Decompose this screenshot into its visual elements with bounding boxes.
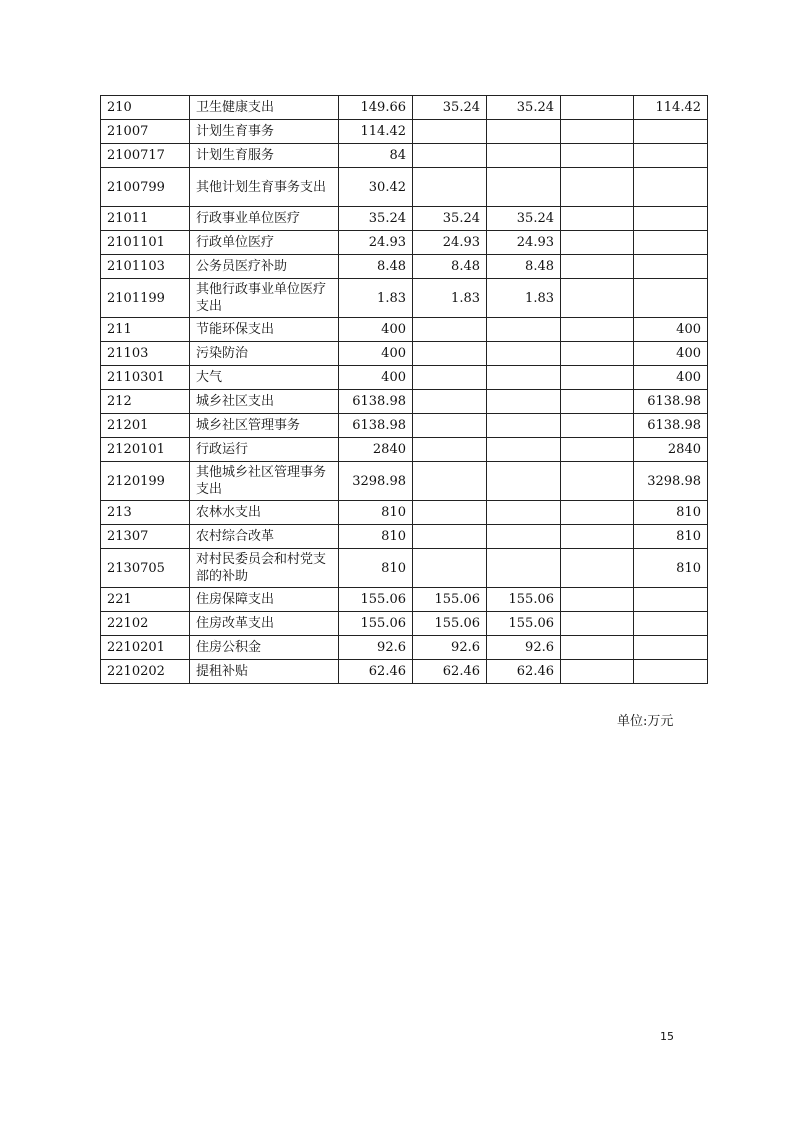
table-row [101,660,708,684]
cell-basic-personnel [487,318,561,342]
cell-basic-personnel [487,144,561,168]
page-number: 15 [660,1030,674,1043]
cell-basic-personnel: 155.06 [487,612,561,636]
cell-basic-total: 24.93 [413,231,487,255]
cell-name: 大气 [190,366,339,390]
table-row [101,168,708,207]
cell-name: 其他行政事业单位医疗支出 [190,279,339,318]
table-row [101,612,708,636]
cell-basic-public [561,549,634,588]
cell-name: 行政运行 [190,438,339,462]
cell-name: 污染防治 [190,342,339,366]
cell-basic-public [561,438,634,462]
cell-code: 2120101 [101,438,190,462]
unit-note: 单位:万元 [617,714,674,729]
table-row [101,231,708,255]
cell-total: 24.93 [339,231,413,255]
cell-code: 2120199 [101,462,190,501]
cell-code: 2100799 [101,168,190,207]
table-row [101,636,708,660]
cell-name: 计划生育服务 [190,144,339,168]
cell-basic-total [413,549,487,588]
cell-project [634,231,708,255]
cell-project [634,120,708,144]
cell-total: 6138.98 [339,414,413,438]
cell-basic-total [413,366,487,390]
cell-total: 62.46 [339,660,413,684]
cell-project: 3298.98 [634,462,708,501]
cell-basic-total [413,318,487,342]
cell-basic-personnel [487,525,561,549]
table-row [101,120,708,144]
cell-name: 计划生育事务 [190,120,339,144]
cell-project: 810 [634,501,708,525]
cell-basic-personnel [487,342,561,366]
cell-basic-personnel: 62.46 [487,660,561,684]
cell-total: 400 [339,366,413,390]
cell-project: 114.42 [634,96,708,120]
cell-code: 21201 [101,414,190,438]
cell-basic-public [561,612,634,636]
cell-name: 城乡社区管理事务 [190,414,339,438]
table-row [101,96,708,120]
cell-basic-public [561,231,634,255]
cell-name: 公务员医疗补助 [190,255,339,279]
cell-total: 149.66 [339,96,413,120]
cell-code: 2110301 [101,366,190,390]
table-row [101,501,708,525]
cell-basic-total [413,414,487,438]
table-row [101,144,708,168]
cell-basic-personnel [487,414,561,438]
cell-name: 节能环保支出 [190,318,339,342]
table-row [101,462,708,501]
cell-basic-personnel [487,549,561,588]
cell-total: 3298.98 [339,462,413,501]
cell-name: 提租补贴 [190,660,339,684]
cell-total: 400 [339,342,413,366]
cell-basic-total [413,462,487,501]
cell-total: 155.06 [339,588,413,612]
budget-table [100,95,708,684]
cell-project: 400 [634,342,708,366]
cell-code: 21007 [101,120,190,144]
cell-code: 211 [101,318,190,342]
cell-basic-public [561,207,634,231]
cell-basic-total: 62.46 [413,660,487,684]
cell-basic-total [413,501,487,525]
table-row [101,342,708,366]
cell-basic-personnel [487,120,561,144]
cell-total: 810 [339,549,413,588]
cell-code: 2130705 [101,549,190,588]
table-row [101,318,708,342]
cell-basic-total [413,342,487,366]
cell-total: 114.42 [339,120,413,144]
cell-project: 400 [634,318,708,342]
cell-basic-personnel [487,390,561,414]
cell-code: 2210201 [101,636,190,660]
cell-basic-personnel: 24.93 [487,231,561,255]
cell-basic-public [561,168,634,207]
cell-code: 22102 [101,612,190,636]
cell-total: 810 [339,525,413,549]
cell-name: 卫生健康支出 [190,96,339,120]
table-row [101,255,708,279]
cell-total: 1.83 [339,279,413,318]
cell-basic-public [561,501,634,525]
cell-total: 92.6 [339,636,413,660]
cell-basic-public [561,279,634,318]
cell-total: 400 [339,318,413,342]
cell-total: 30.42 [339,168,413,207]
cell-basic-total: 35.24 [413,96,487,120]
table-row [101,438,708,462]
cell-basic-public [561,255,634,279]
cell-project [634,612,708,636]
cell-basic-personnel: 155.06 [487,588,561,612]
cell-basic-total [413,390,487,414]
cell-total: 810 [339,501,413,525]
cell-total: 35.24 [339,207,413,231]
cell-name: 行政事业单位医疗 [190,207,339,231]
cell-basic-public [561,96,634,120]
cell-basic-total [413,525,487,549]
cell-name: 其他城乡社区管理事务支出 [190,462,339,501]
cell-total: 155.06 [339,612,413,636]
cell-project: 6138.98 [634,390,708,414]
cell-basic-personnel: 35.24 [487,96,561,120]
cell-code: 210 [101,96,190,120]
cell-basic-public [561,120,634,144]
table-row [101,279,708,318]
cell-basic-total: 155.06 [413,612,487,636]
cell-name: 农村综合改革 [190,525,339,549]
cell-project: 6138.98 [634,414,708,438]
cell-total: 6138.98 [339,390,413,414]
cell-name: 住房保障支出 [190,588,339,612]
cell-project [634,207,708,231]
cell-code: 212 [101,390,190,414]
cell-basic-total: 8.48 [413,255,487,279]
cell-basic-personnel [487,462,561,501]
cell-basic-total: 92.6 [413,636,487,660]
cell-basic-total [413,144,487,168]
cell-basic-total: 155.06 [413,588,487,612]
table-row [101,366,708,390]
cell-project [634,660,708,684]
cell-name: 城乡社区支出 [190,390,339,414]
cell-name: 行政单位医疗 [190,231,339,255]
cell-total: 8.48 [339,255,413,279]
cell-basic-public [561,414,634,438]
cell-basic-personnel: 35.24 [487,207,561,231]
budget-table-body [101,96,708,684]
cell-code: 221 [101,588,190,612]
cell-total: 84 [339,144,413,168]
cell-basic-personnel [487,366,561,390]
cell-code: 2101199 [101,279,190,318]
table-row [101,525,708,549]
cell-basic-personnel [487,168,561,207]
cell-basic-public [561,660,634,684]
cell-basic-public [561,342,634,366]
cell-code: 213 [101,501,190,525]
cell-name: 住房公积金 [190,636,339,660]
cell-basic-public [561,636,634,660]
table-row [101,207,708,231]
cell-basic-public [561,144,634,168]
cell-code: 2101101 [101,231,190,255]
cell-basic-total [413,168,487,207]
cell-project [634,588,708,612]
cell-project [634,636,708,660]
cell-project: 400 [634,366,708,390]
cell-project [634,279,708,318]
cell-code: 21011 [101,207,190,231]
cell-project [634,168,708,207]
table-row [101,390,708,414]
cell-basic-personnel: 8.48 [487,255,561,279]
cell-name: 住房改革支出 [190,612,339,636]
cell-code: 21307 [101,525,190,549]
cell-project: 810 [634,525,708,549]
cell-basic-personnel [487,501,561,525]
cell-project: 810 [634,549,708,588]
cell-basic-public [561,318,634,342]
cell-project: 2840 [634,438,708,462]
cell-name: 农林水支出 [190,501,339,525]
cell-basic-total: 1.83 [413,279,487,318]
cell-basic-total: 35.24 [413,207,487,231]
cell-basic-total [413,120,487,144]
cell-total: 2840 [339,438,413,462]
cell-project [634,255,708,279]
cell-basic-personnel: 1.83 [487,279,561,318]
cell-basic-public [561,462,634,501]
table-row [101,588,708,612]
table-row [101,414,708,438]
cell-code: 2101103 [101,255,190,279]
cell-basic-personnel [487,438,561,462]
cell-basic-personnel: 92.6 [487,636,561,660]
cell-basic-total [413,438,487,462]
cell-code: 2210202 [101,660,190,684]
cell-code: 2100717 [101,144,190,168]
cell-basic-public [561,525,634,549]
cell-name: 其他计划生育事务支出 [190,168,339,207]
cell-code: 21103 [101,342,190,366]
cell-basic-public [561,366,634,390]
cell-project [634,144,708,168]
cell-name: 对村民委员会和村党支部的补助 [190,549,339,588]
cell-basic-public [561,390,634,414]
table-row [101,549,708,588]
cell-basic-public [561,588,634,612]
